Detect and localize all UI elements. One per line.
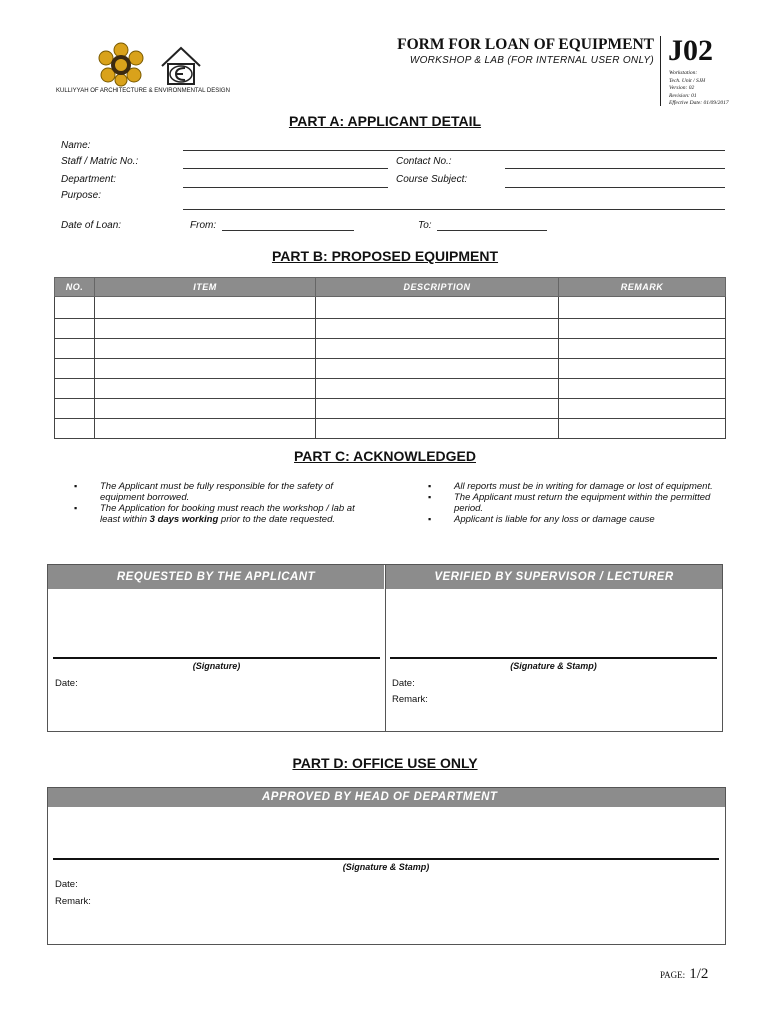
part-b-title: PART B: PROPOSED EQUIPMENT: [271, 248, 499, 264]
contact-label: Contact No.:: [396, 156, 452, 167]
col-remark: REMARK: [559, 278, 726, 297]
equipment-table: [54, 277, 726, 439]
department-label: Department:: [61, 174, 117, 185]
table-row: [55, 379, 726, 399]
ack-right-list: [434, 481, 724, 525]
date-of-loan-label: Date of Loan:: [61, 220, 122, 231]
applicant-date-label: Date:: [55, 678, 78, 689]
col-item: ITEM: [95, 278, 316, 297]
form-title: FORM FOR LOAN OF EQUIPMENT: [397, 36, 654, 53]
list-item: ▪ The Application for booking must reach the workshop / lab at least within 3 days working prior to the date requested.: [100, 503, 360, 525]
part-d-title: PART D: OFFICE USE ONLY: [292, 755, 478, 771]
table-row: [55, 319, 726, 339]
staff-label: Staff / Matric No.:: [61, 156, 139, 167]
table-row: [55, 399, 726, 419]
list-item: ▪ The Applicant must be fully responsible for the safety of equipment borrowed.: [100, 481, 360, 503]
applicant-header: REQUESTED BY THE APPLICANT: [48, 565, 384, 589]
to-field[interactable]: [437, 230, 547, 231]
list-item: ▪ Applicant is liable for any loss or damage cause: [454, 514, 724, 525]
part-c-title: PART C: ACKNOWLEDGED: [294, 448, 476, 464]
institution-name: KULLIYYAH OF ARCHITECTURE & ENVIRONMENTAL DESIGN: [56, 88, 230, 94]
kaed-logo: [158, 44, 204, 88]
supervisor-header: VERIFIED BY SUPERVISOR / LECTURER: [386, 565, 722, 589]
staff-field[interactable]: [183, 168, 388, 169]
applicant-signature-line[interactable]: [53, 657, 380, 659]
course-label: Course Subject:: [396, 174, 468, 185]
table-row: [55, 359, 726, 379]
department-field[interactable]: [183, 187, 388, 188]
from-label: From:: [190, 220, 217, 231]
table-row: [55, 419, 726, 439]
contact-field[interactable]: [505, 168, 725, 169]
to-label: To:: [418, 220, 432, 231]
part-a-title: PART A: APPLICANT DETAIL: [288, 113, 482, 129]
name-label: Name:: [61, 140, 91, 151]
list-item: ▪ All reports must be in writing for damage or lost of equipment.: [454, 481, 724, 492]
hod-signature-label: (Signature & Stamp): [342, 862, 430, 872]
from-field[interactable]: [222, 230, 354, 231]
ack-left-list: [80, 481, 360, 525]
hod-signature-line[interactable]: [53, 858, 719, 860]
hod-date-label: Date:: [55, 879, 78, 890]
applicant-signature-label: (Signature): [192, 661, 241, 671]
supervisor-signature-line[interactable]: [390, 657, 717, 659]
hod-remark-label: Remark:: [55, 896, 91, 907]
purpose-label: Purpose:: [61, 190, 102, 201]
form-subtitle: WORKSHOP & LAB (FOR INTERNAL USER ONLY): [409, 55, 654, 66]
course-field[interactable]: [505, 187, 725, 188]
list-item: ▪ The Applicant must return the equipment within the permitted period.: [454, 492, 724, 514]
table-row: [55, 339, 726, 359]
supervisor-signature-label: (Signature & Stamp): [510, 661, 597, 671]
col-description: DESCRIPTION: [316, 278, 559, 297]
table-row: [55, 297, 726, 319]
approval-header: APPROVED BY HEAD OF DEPARTMENT: [48, 788, 725, 807]
name-field[interactable]: [183, 150, 725, 151]
form-meta: Workstation: Tech. Unit / SJH Version: 02 Revision: 01 Effective Date: 01/09/2017: [669, 70, 729, 106]
purpose-field[interactable]: [183, 209, 725, 210]
university-logo: [96, 42, 146, 88]
supervisor-date-label: Date:: [392, 678, 415, 689]
header-divider: [660, 36, 661, 106]
col-no: NO.: [55, 278, 95, 297]
supervisor-remark-label: Remark:: [392, 694, 428, 705]
form-code: J02: [668, 34, 713, 67]
page-number: PAGE: 1/2: [660, 966, 709, 982]
